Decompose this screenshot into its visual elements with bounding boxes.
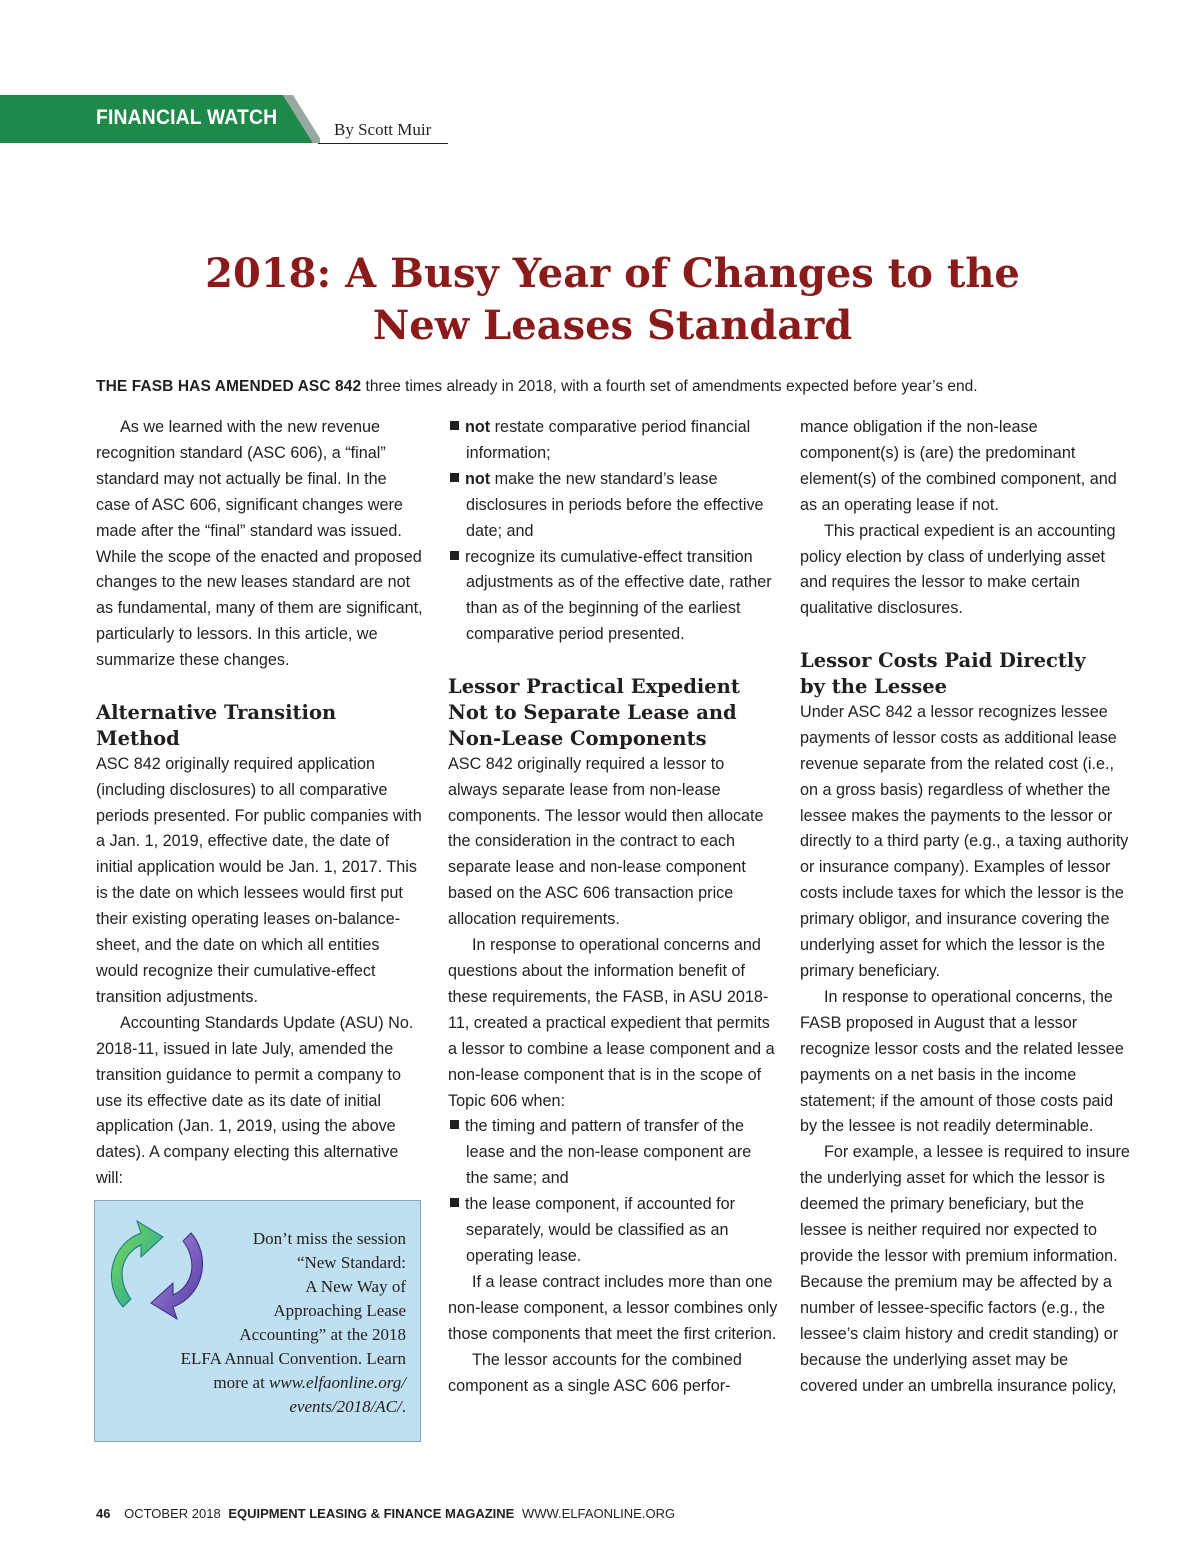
- bullet-square-icon: [450, 1120, 459, 1129]
- heading-practical-expedient: Lessor Practical Expedient Not to Separate Lease and Non-Lease Components: [448, 675, 740, 750]
- bullet-square-icon: [450, 473, 459, 482]
- paragraph-alt-2: Accounting Standards Update (ASU) No. 2018-11, issued in late July, amended the transition guidance to permit a company to use its effective date as its date of initial application (Jan. 1, 2019, using the above dates). A company electing this alternative will:: [96, 1013, 414, 1188]
- bullet-3-text: recognize its cumulative-effect transition adjustments as of the effective date, rather than as of the beginning of the earliest comparative period presented.: [465, 547, 772, 644]
- dek-rest: three times already in 2018, with a fourth set of amendments expected before year’s end.: [361, 378, 978, 395]
- paragraph-exp-4: The lessor accounts for the combined component as a single ASC 606 perfor-: [448, 1350, 742, 1395]
- bullet-square-icon: [450, 421, 459, 430]
- dek-lead: THE FASB HAS AMENDED ASC 842: [96, 378, 362, 395]
- callout-line-2: “New Standard:: [296, 1253, 406, 1272]
- callout-line-3: A New Way of: [305, 1277, 406, 1296]
- callout-line-6: ELFA Annual Convention. Learn: [180, 1349, 406, 1368]
- column-1: [96, 415, 423, 1192]
- paragraph-exp-1: ASC 842 originally required a lessor to always separate lease from non-lease components. The lessor would then allocate the consideration in the contract to each separate lease and non-lease component based on the ASC 606 transaction price allocation requirements.: [448, 754, 764, 929]
- bullet-1-emphasis: not: [465, 418, 491, 436]
- paragraph-exp-2: In response to operational concerns and questions about the information benefit of these requirements, the FASB, in ASU 2018-11, created a practical expedient that permits a lessor to combine a lease component and a non-lease component that is in the scope of Topic 606 when:: [448, 936, 775, 1110]
- paragraph-exp-3: If a lease contract includes more than one non-lease component, a lessor combines only those components that meet the first criterion.: [448, 1272, 778, 1343]
- callout-url-part-1[interactable]: www.elfaonline.org/: [269, 1373, 406, 1392]
- title-line-1: 2018: A Busy Year of Changes to the: [205, 250, 1020, 297]
- bullet-square-icon: [450, 551, 459, 560]
- bullet-5-text: the lease component, if accounted for separately, would be classified as an operating lease.: [465, 1195, 735, 1265]
- paragraph-alt-1: ASC 842 originally required application (including disclosures) to all comparative periods presented. For public companies with a Jan. 1, 2019, effective date, the date of initial application would be Jan. 1, 2017. This is the date on which lessees would first put their existing operating leases on-balance-sheet, and the date on which all entities would recognize their cumulative-effect transition adjustments.: [96, 754, 422, 1006]
- list-item: [448, 1114, 778, 1192]
- bullet-1-text: restate comparative period financial information;: [466, 418, 751, 462]
- section-label: FINANCIAL WATCH: [96, 106, 278, 129]
- byline: By Scott Muir: [334, 120, 432, 139]
- list-item: [448, 545, 778, 649]
- footer-magazine: EQUIPMENT LEASING & FINANCE MAGAZINE: [228, 1506, 515, 1521]
- callout-line-4: Approaching Lease: [273, 1301, 406, 1320]
- callout-line-7: [146, 1371, 406, 1395]
- page-number: 46: [96, 1506, 111, 1521]
- paragraph-continued: mance obligation if the non-lease component(s) is (are) the predominant element(s) of the combined component, and as an operating lease if not.: [800, 418, 1117, 514]
- session-callout: [94, 1200, 421, 1442]
- heading-lessor-costs-line-2: by the Lessee: [800, 675, 948, 699]
- bullet-4-text: the timing and pattern of transfer of the lease and the non-lease component are the same; and: [465, 1117, 752, 1188]
- page-footer: [96, 1506, 679, 1521]
- article-dek: [96, 378, 1136, 396]
- bullet-2-text: make the new standard’s lease disclosures in periods before the effective date; and: [466, 469, 764, 540]
- footer-issue: OCTOBER 2018: [124, 1506, 221, 1521]
- callout-text: [146, 1227, 406, 1419]
- paragraph-policy: This practical expedient is an accounting policy election by class of underlying asset and requires the lessor to make certain qualitative disclosures.: [800, 521, 1116, 618]
- callout-line-5: Accounting” at the 2018: [239, 1325, 406, 1344]
- paragraph-costs-2: In response to operational concerns, the FASB proposed in August that a lessor recognize lessor costs and the related lessee payments on a net basis in the income statement; if the amount of those costs paid by the lessee is not readily determinable.: [800, 987, 1124, 1136]
- heading-lessor-costs: [800, 648, 1130, 700]
- title-line-2: New Leases Standard: [372, 302, 853, 349]
- callout-url-part-2[interactable]: events/2018/AC/: [289, 1397, 402, 1416]
- heading-alternative-transition: Alternative Transition Method: [96, 700, 337, 750]
- byline-rule: [318, 143, 448, 144]
- column-2: [448, 415, 778, 1399]
- paragraph-costs-3: For example, a lessee is required to insure the underlying asset for which the lessor is deemed the primary beneficiary, but the lessee is neither required nor expected to provide the lessor with premium information. Because the premium may be affected by a number of lessee-specific factors (e.g., the lessee’s claim history and credit standing) or because the underlying asset may be covered under an umbrella insurance policy,: [800, 1143, 1130, 1395]
- list-item: [448, 467, 778, 545]
- heading-lessor-costs-line-1: Lessor Costs Paid Directly: [800, 649, 1086, 673]
- list-item: [448, 415, 778, 467]
- callout-url-period: .: [401, 1397, 406, 1416]
- footer-url[interactable]: WWW.ELFAONLINE.ORG: [521, 1506, 676, 1521]
- article-title: [100, 248, 1125, 352]
- intro-paragraph: As we learned with the new revenue recognition standard (ASC 606), a “final” standard may not actually be final. In the case of ASC 606, significant changes were made after the “final” standard was issued. While the scope of the enacted and proposed changes to the new leases standard are not as fundamental, many of them are significant, particularly to lessors. In this article, we summarize these changes.: [96, 418, 423, 670]
- callout-line-1: Don’t miss the session: [252, 1229, 406, 1248]
- list-item: [448, 1192, 778, 1270]
- callout-more-at: more at: [213, 1373, 270, 1392]
- paragraph-costs-1: Under ASC 842 a lessor recognizes lessee payments of lessor costs as additional lease revenue separate from the related cost (i.e., on a gross basis) regardless of whether the lessee makes the payments to the lessor or directly to a third party (e.g., a taxing authority or insurance company). Examples of lessor costs include taxes for which the lessor is the primary obligor, and insurance covering the underlying asset for which the lessor is the primary beneficiary.: [800, 702, 1129, 981]
- callout-line-8: [146, 1395, 406, 1419]
- bullet-2-emphasis: not: [465, 469, 491, 488]
- column-3: [800, 415, 1130, 1399]
- bullet-square-icon: [450, 1198, 459, 1207]
